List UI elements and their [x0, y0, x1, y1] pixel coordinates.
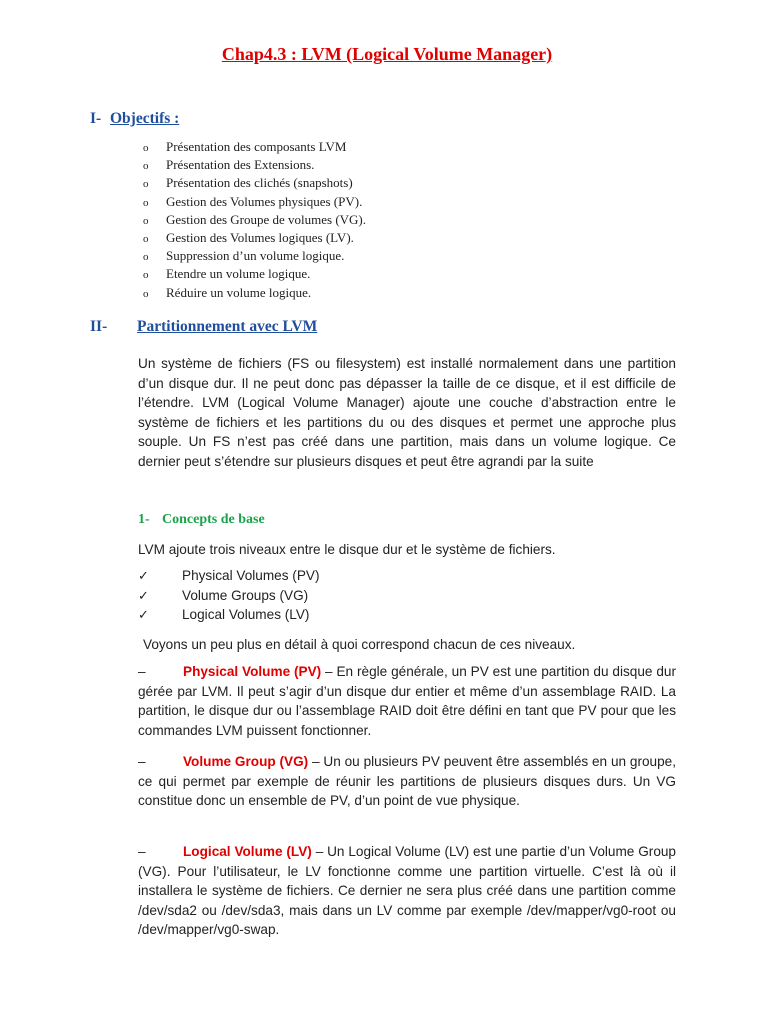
dash-marker: –	[138, 754, 146, 769]
list-item	[143, 174, 366, 192]
checkmark-icon: ✓	[138, 569, 149, 584]
checkmark-icon: ✓	[138, 588, 149, 604]
list-item	[143, 211, 366, 229]
checkmark-icon: ✓	[138, 608, 149, 623]
definition-term: Logical Volume (LV)	[183, 844, 312, 859]
list-item-text: Présentation des Extensions.	[166, 157, 315, 173]
list-item	[143, 247, 366, 265]
list-item	[143, 284, 366, 302]
subsection-number: 1-	[138, 512, 150, 527]
list-item	[143, 265, 366, 283]
checklist-item	[138, 605, 320, 625]
bullet-icon: o	[143, 232, 149, 245]
list-item-text: Réduire un volume logique.	[166, 284, 312, 300]
bullet-icon: o	[143, 178, 149, 191]
page-title: Chap4.3 : LVM (Logical Volume Manager)	[221, 44, 553, 64]
section-title: Objectifs :	[110, 110, 180, 127]
checklist-item-text: Physical Volumes (PV)	[182, 568, 320, 583]
levels-checklist	[138, 566, 320, 625]
bullet-icon: o	[143, 160, 149, 173]
subsection-heading-concepts	[138, 512, 265, 528]
list-item	[143, 193, 366, 211]
bullet-icon: o	[143, 251, 149, 264]
list-item	[143, 138, 366, 156]
bullet-icon: o	[143, 269, 149, 282]
definition-text: – Un Logical Volume (LV) est une partie d’un Volume Group (VG). Pour l’utilisateur, le LV fonctionne comme une partition virtuelle. C’est là où il installera le système de fichiers. Ce dernier ne sera plus créé dans une partition comme /dev/sda2 ou /dev/sda3, mais dans un LV comme par exemple /dev/mapper/vg0-root ou /dev/mapper/vg0-swap.	[138, 844, 676, 937]
list-item-text: Présentation des clichés (snapshots)	[166, 175, 353, 191]
objectives-list	[143, 138, 366, 302]
section-number: I-	[90, 110, 102, 127]
list-item-text: Présentation des composants LVM	[166, 139, 347, 154]
dash-marker: –	[138, 664, 146, 679]
definition-text: – Un ou plusieurs PV peuvent être assemblés en un groupe, ce qui permet par exemple de réunir les partitions de plusieurs disques durs. Un VG constitue donc un ensemble de PV, d’un point de vue physique.	[138, 754, 676, 808]
bullet-icon: o	[143, 196, 149, 209]
bullet-icon: o	[143, 214, 149, 227]
checklist-item	[138, 586, 320, 606]
list-item-text: Gestion des Groupe de volumes (VG).	[166, 211, 367, 227]
definition-text: – En règle générale, un PV est une partition du disque dur gérée par LVM. Il peut s’agir d’un disque dur entier et même d’un assemblage RAID. La partition, le disque dur ou l’assemblage RAID doit être défini en tant que PV pour que les commandes LVM puissent fonctionner.	[138, 664, 676, 738]
list-item	[143, 229, 366, 247]
bullet-icon: o	[143, 287, 149, 300]
checklist-item-text: Logical Volumes (LV)	[182, 607, 310, 622]
subsection-title: Concepts de base	[162, 512, 265, 527]
list-item-text: Suppression d’un volume logique.	[166, 248, 345, 264]
list-item-text: Gestion des Volumes logiques (LV).	[166, 229, 354, 245]
section-title: Partitionnement avec LVM	[137, 318, 318, 335]
section-number: II-	[90, 318, 108, 335]
definition-volume-group	[138, 752, 676, 811]
dash-marker: –	[138, 844, 146, 859]
lead-sentence: LVM ajoute trois niveaux entre le disque dur et le système de fichiers.	[138, 542, 556, 557]
definition-logical-volume	[138, 842, 676, 940]
detail-note: Voyons un peu plus en détail à quoi correspond chacun de ces niveaux.	[143, 637, 576, 652]
definition-physical-volume	[138, 662, 676, 740]
section-heading-objectifs	[90, 110, 179, 128]
list-item-text: Gestion des Volumes physiques (PV).	[166, 193, 363, 209]
intro-paragraph: Un système de fichiers (FS ou filesystem) est installé normalement dans une partition d’un disque dur. Il ne peut donc pas dépasser la taille de ce disque, et il est difficile de l’étendre. LVM (Logical Volume Manager) ajoute une couche d’abstraction entre le système de fichiers et les partitions du ou des disques et permet une approche plus souple. Un FS n’est pas créé dans une partition, mais dans un volume logique. Ce dernier peut s’étendre sur plusieurs disques et peut être agrandi par la suite	[138, 356, 676, 469]
definition-term: Physical Volume (PV)	[183, 664, 322, 679]
definition-term: Volume Group (VG)	[183, 754, 309, 769]
list-item	[143, 156, 366, 174]
checklist-item	[138, 566, 320, 586]
section-heading-partitionnement	[90, 318, 317, 336]
list-item-text: Etendre un volume logique.	[166, 266, 311, 282]
checklist-item-text: Volume Groups (VG)	[182, 587, 309, 603]
bullet-icon: o	[143, 142, 149, 154]
